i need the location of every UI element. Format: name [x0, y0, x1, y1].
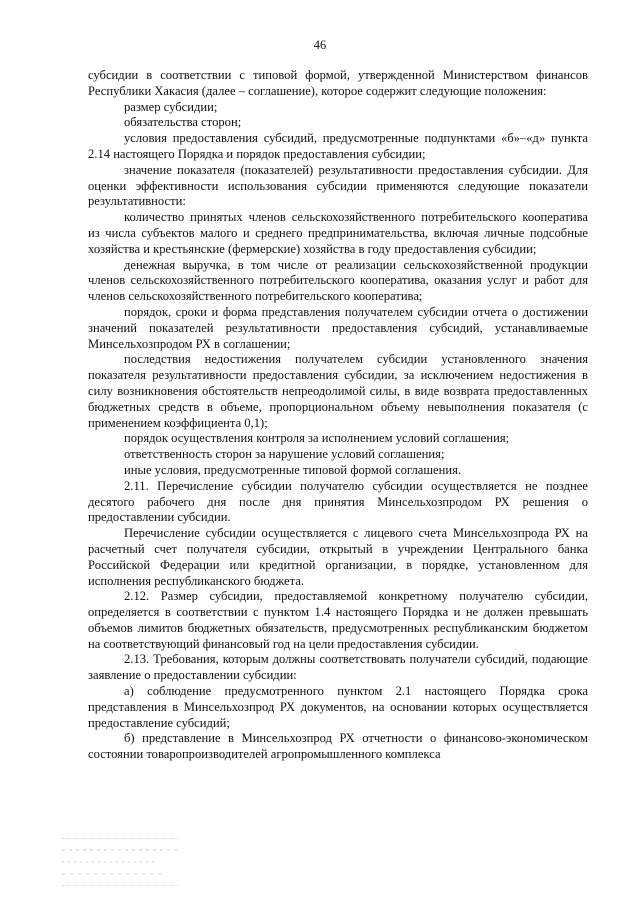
page-number: 46	[313, 38, 327, 52]
paragraph: 2.11. Перечисление субсидии получателю субсидии осуществляется не позднее десятого рабочего дня после дня принятия Минсельхозпродом РХ решения о предоставлении субсидии.	[88, 478, 588, 525]
faint-stamp	[62, 838, 178, 886]
document-body	[88, 68, 588, 763]
paragraph: денежная выручка, в том числе от реализации сельскохозяйственной продукции членов сельскохозяйственного потребительского кооператива, оказания услуг и работ для членов сельскохозяйственного потребительского кооператива;	[88, 257, 588, 304]
paragraph: а) соблюдение предусмотренного пунктом 2.1 настоящего Порядка срока представления в Минсельхозпрод РХ документов, на основании которых осуществляется предоставление субсидий;	[88, 684, 588, 730]
paragraph: 2.13. Требования, которым должны соответствовать получатели субсидий, подающие заявление о предоставлении субсидии:	[88, 652, 588, 683]
paragraph: количество принятых членов сельскохозяйственного потребительского кооператива из числа субъектов малого и среднего предпринимательства, включая личные подсобные хозяйства и крестьянские (фермерские) хозяйства в году предоставления субсидии;	[88, 210, 588, 256]
paragraph: ответственность сторон за нарушение условий соглашения;	[124, 447, 445, 462]
paragraph: 2.12. Размер субсидии, предоставляемой конкретному получателю субсидии, определяется в соответствии с пунктом 1.4 настоящего Порядка и не должен превышать объемов лимитов бюджетных обязательств, предусмотренных республиканским бюджетом на соответствующий финансовый год на цели предоставления субсидии.	[88, 589, 588, 651]
paragraph: значение показателя (показателей) результативности предоставления субсидии. Для оценки эффективности использования субсидии применяются следующие показатели результативности:	[88, 162, 588, 209]
paragraph: порядок осуществления контроля за исполнением условий соглашения;	[124, 431, 510, 446]
paragraph: размер субсидии;	[124, 99, 218, 114]
paragraph: иные условия, предусмотренные типовой формой соглашения.	[124, 462, 462, 477]
paragraph: обязательства сторон;	[124, 115, 242, 130]
paragraph: условия предоставления субсидий, предусмотренные подпунктами «б»–«д» пункта 2.14 настоящего Порядка и порядок предоставления субсидии;	[88, 131, 588, 161]
paragraph: субсидии в соответствии с типовой формой, утвержденной Министерством финансов Республики Хакасия (далее – соглашение), которое содержит следующие положения:	[88, 68, 588, 98]
paragraph: последствия недостижения получателем субсидии установленного значения показателя результативности предоставления субсидии, за исключением недостижения в силу возникновения обстоятельств непреодолимой силы, в виде возврата предоставленных бюджетных средств в объеме, пропорциональном объему невыполнения показателя (с применением коэффициента 0,1);	[88, 352, 588, 430]
paragraph: порядок, сроки и форма представления получателем субсидии отчета о достижении значений показателей результативности предоставления субсидий, устанавливаемые Минсельхозпродом РХ в соглашении;	[88, 304, 588, 351]
paragraph: Перечисление субсидии осуществляется с лицевого счета Минсельхозпрода РХ на расчетный счет получателя субсидии, открытый в учреждении Центрального банка Российской Федерации или кредитной организации, в порядке, установленном для исполнения республиканского бюджета.	[88, 526, 588, 588]
paragraph: б) представление в Минсельхозпрод РХ отчетности о финансово-экономическом состоянии товаропроизводителей агропромышленного комплекса	[88, 731, 588, 762]
